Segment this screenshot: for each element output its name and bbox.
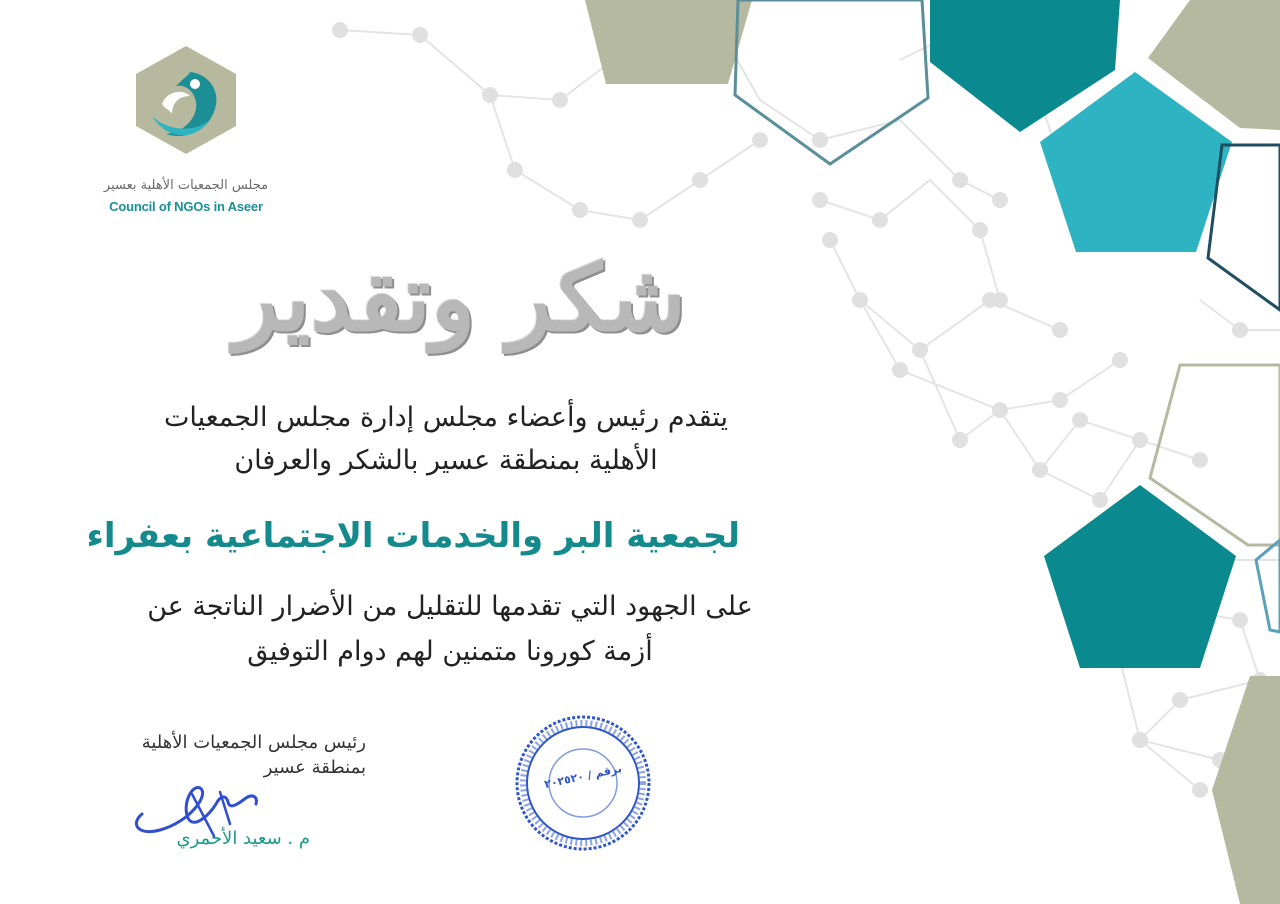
signatory-title-line: رئيس مجلس الجمعيات الأهلية — [141, 732, 366, 753]
official-stamp — [512, 712, 654, 854]
signatory-name: م . سعيد الأحمري — [176, 828, 310, 849]
stamp-number: برقم / ٢٠٢٥٢٠ — [543, 761, 623, 792]
body-paragraph — [110, 584, 790, 674]
outline-pentagon-right — [1208, 145, 1280, 310]
ngo-council-emblem-icon — [132, 44, 240, 156]
recipient-name: لجمعية البر والخدمات الاجتماعية بعفراء — [86, 516, 740, 556]
certificate-title: شكر وتقدير — [234, 244, 686, 352]
teal-pentagon-bottom — [1044, 485, 1236, 668]
body-line: أزمة كورونا متمنين لهم دوام التوفيق — [247, 636, 653, 667]
body-line: على الجهود التي تقدمها للتقليل من الأضرار الناتجة عن — [147, 591, 753, 622]
sage-shape-bottom — [1212, 676, 1280, 904]
logo-english-name: Council of NGOs in Aseer — [109, 199, 263, 214]
intro-line: الأهلية بمنطقة عسير بالشكر والعرفان — [234, 445, 658, 476]
intro-line: يتقدم رئيس وأعضاء مجلس إدارة مجلس الجمعيات — [163, 402, 729, 433]
outline-pentagon-bottom-right — [1256, 540, 1280, 632]
sage-shape-top — [585, 0, 752, 84]
intro-paragraph — [140, 396, 752, 482]
logo-arabic-name: مجلس الجمعيات الأهلية بعسير — [103, 178, 269, 193]
signatory-title-line: بمنطقة عسير — [263, 757, 366, 778]
signatory-title — [96, 730, 366, 780]
council-logo — [96, 44, 286, 224]
